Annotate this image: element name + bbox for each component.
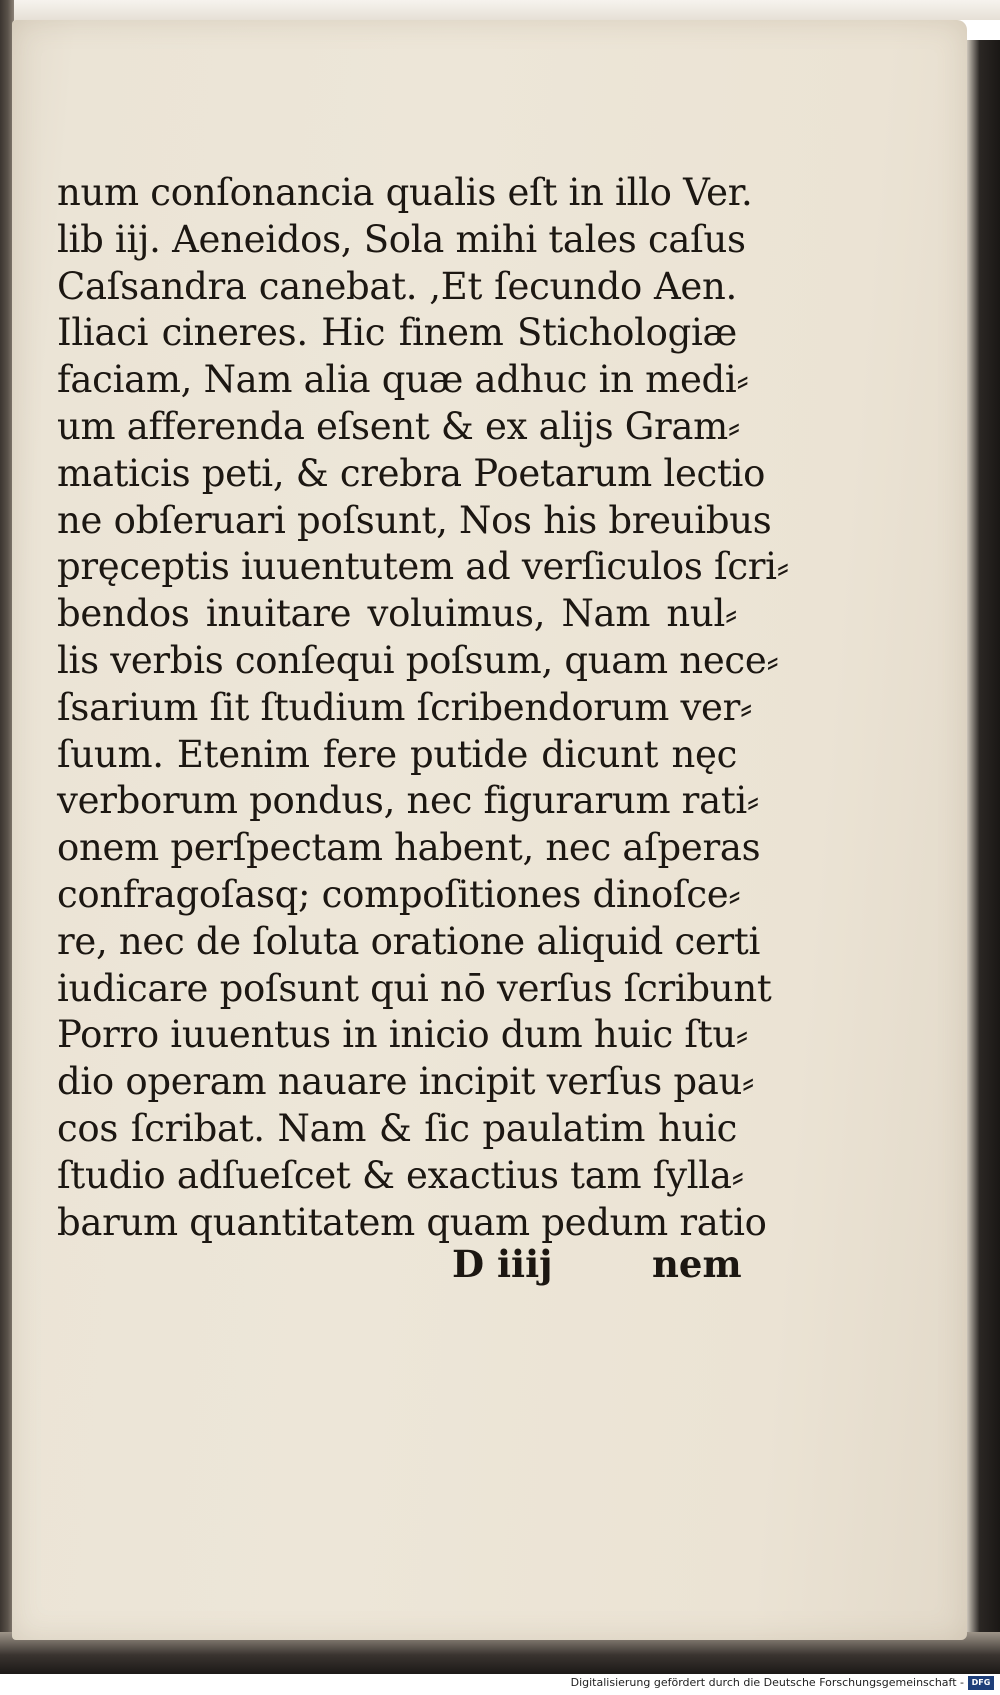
dfg-logo-icon: DFG [968, 1676, 994, 1690]
text-line: maticis peti, & crebra Poetarum lectio [57, 451, 766, 495]
text-line: bendos inuitare voluimus, Nam nul⸗ [57, 592, 737, 636]
text-line: cos ſcribat. Nam & ſic paulatim huic [57, 1106, 737, 1150]
footer-bar [0, 1674, 1000, 1695]
text-line: ne obſeruari poſsunt, Nos his breuibus [57, 498, 772, 542]
text-line: lib iij. Aeneidos, Sola mihi tales caſus [57, 217, 746, 261]
book-edge-right [966, 40, 1000, 1680]
text-line: iudicare poſsunt qui nō verſus ſcribunt [57, 966, 772, 1010]
text-line: ſuum. Etenim fere putide dicunt nęc [57, 732, 737, 776]
text-line: ſtudio adſueſcet & exactius tam ſylla⸗ [57, 1153, 744, 1197]
text-line: Porro iuuentus in inicio dum huic ſtu⸗ [57, 1013, 748, 1057]
text-line: ſsarium ſit ſtudium ſcribendorum ver⸗ [57, 685, 753, 729]
body-text [57, 170, 789, 1246]
text-line: re, nec de ſoluta oratione aliquid certi [57, 919, 760, 963]
text-line: um afferenda eſsent & ex alijs Gram⸗ [57, 404, 740, 448]
text-line: pręceptis iuuentutem ad verſiculos ſcri⸗ [57, 545, 789, 589]
book-edge-top [0, 0, 1000, 20]
text-line: verborum pondus, nec figurarum rati⸗ [57, 779, 759, 823]
signature-line [452, 1242, 752, 1292]
text-line: faciam, Nam alia quæ adhuc in medi⸗ [57, 358, 749, 402]
text-line: onem perſpectam habent, nec aſperas [57, 826, 761, 870]
text-line: dio operam nauare incipit verſus pau⸗ [57, 1060, 755, 1104]
catchword: nem [652, 1242, 742, 1286]
text-line: num conſonancia qualis eſt in illo Ver. [57, 171, 753, 214]
text-line: Iliaci cineres. Hic finem Stichologiæ [57, 311, 737, 355]
text-line: confragoſasq; compoſitiones dinoſce⸗ [57, 872, 741, 916]
text-line: Caſsandra canebat. ,Et ſecundo Aen. [57, 264, 737, 308]
text-line: lis verbis conſequi poſsum, quam nece⸗ [57, 638, 779, 682]
text-line: barum quantitatem quam pedum ratio [57, 1200, 767, 1244]
book-page [12, 20, 967, 1640]
funding-credit: Digitalisierung gefördert durch die Deutsche Forschungsgemeinschaft - [570, 1676, 964, 1689]
signature-mark: D iiij [452, 1242, 553, 1286]
